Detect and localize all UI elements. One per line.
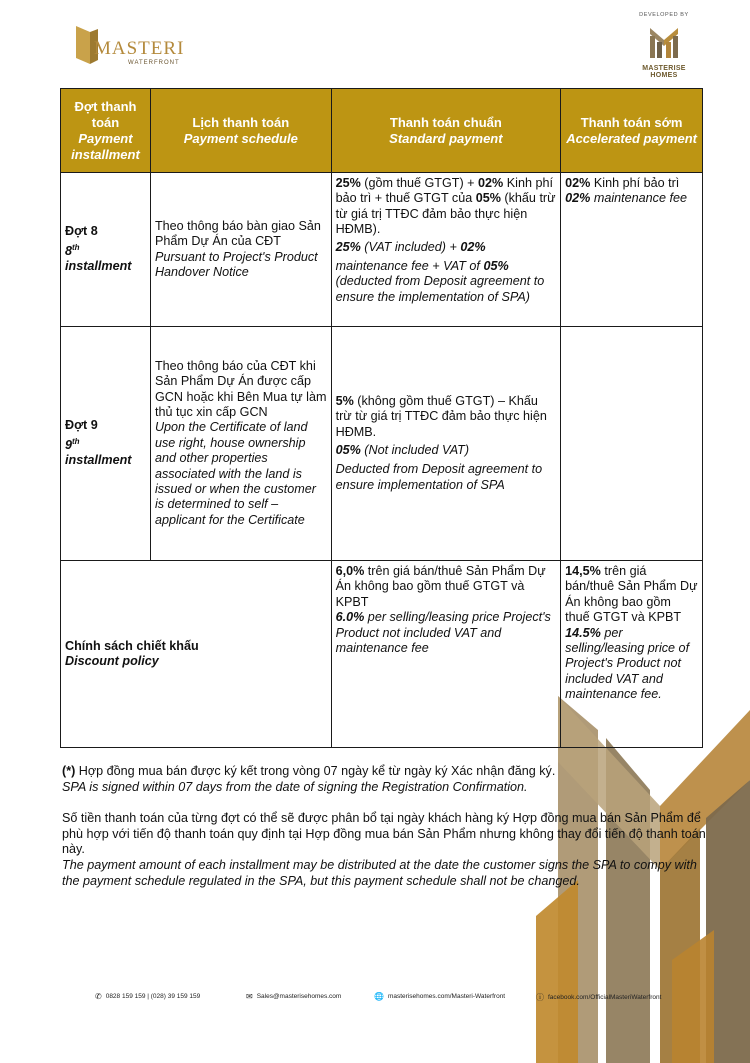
- globe-icon: 🌐: [374, 992, 384, 1001]
- footer-facebook-text[interactable]: facebook.com/OfficialMasteriWaterfront: [548, 994, 662, 1001]
- header-accelerated-en: Accelerated payment: [566, 130, 697, 146]
- installment-9-standard-en-1: 05% (Not included VAT): [335, 443, 470, 457]
- logo-sub: WATERFRONT: [128, 60, 180, 66]
- discount-accelerated: [561, 561, 703, 748]
- header-schedule-vi: Lịch thanh toán: [192, 114, 290, 130]
- installment-9-en: installment: [65, 453, 132, 468]
- installment-8-acc-vi: 02% Kinh phí bảo trì: [565, 176, 680, 190]
- note-1-vi: (*) Hợp đồng mua bán được ký kết trong vòng 07 ngày kể từ ngày ký Xác nhận đăng ký.: [62, 764, 556, 778]
- note-2-en: The payment amount of each installment may be distributed at the date the customer signs the SPA to compy with the payment schedule regulated in the SPA, but this payment schedule shall not be changed.: [62, 857, 697, 888]
- header-schedule-en: Payment schedule: [183, 130, 298, 146]
- installment-8-standard-en-2: maintenance fee + VAT of 05%: [335, 259, 509, 274]
- header-installment-vi: Đợt thanh toán: [74, 98, 137, 130]
- footer-facebook[interactable]: [536, 992, 661, 1003]
- header-standard-vi: Thanh toán chuẩn: [389, 114, 502, 130]
- masterise-logo: [628, 12, 700, 79]
- discount-standard-en: 6.0% per selling/leasing price Project's Product not included VAT and maintenance fee: [335, 610, 551, 656]
- installment-9-accelerated: [561, 327, 703, 561]
- installment-8-standard-en-1: 25% (VAT included) + 02%: [335, 239, 486, 254]
- table-row-discount: [61, 561, 703, 748]
- installment-8-vi: Đợt 8: [65, 224, 98, 239]
- installment-8-schedule-en: Pursuant to Project's Product Handover Notice: [154, 249, 318, 279]
- footer-email-text[interactable]: Sales@masterisehomes.com: [256, 993, 342, 1000]
- notes-section: [62, 764, 707, 889]
- header-installment: [61, 89, 151, 173]
- masterise-brand: MASTERISE HOMES: [642, 65, 686, 79]
- installment-9-sup: th: [72, 436, 80, 446]
- discount-policy-label: [61, 561, 332, 748]
- logo-word: MASTERI: [94, 38, 185, 59]
- discount-label-en: Discount policy: [65, 654, 159, 668]
- discount-accelerated-en: 14.5% per selling/leasing price of Project's Product not included VAT and maintenance fee.: [565, 625, 690, 702]
- installment-9-standard: [331, 327, 561, 561]
- installment-8-label: [61, 173, 151, 327]
- installment-9-vi: Đợt 9: [65, 418, 98, 433]
- header-accelerated-vi: Thanh toán sớm: [580, 114, 683, 130]
- discount-standard: [331, 561, 561, 748]
- installment-8-num: 8: [65, 243, 73, 258]
- discount-label-vi: Chính sách chiết khấu: [65, 638, 199, 653]
- header-installment-en: Payment installment: [71, 130, 140, 162]
- discount-standard-vi: 6,0% trên giá bán/thuê Sản Phẩm Dự Án không bao gồm thuế GTGT và KPBT: [335, 564, 546, 609]
- footer-phone-text: 0828 159 159 | (028) 39 159 159: [105, 993, 201, 1000]
- installment-9-schedule-vi: Theo thông báo của CĐT khi Sản Phẩm Dự Án được cấp GCN hoặc khi Bên Mua tự làm thủ tục xin cấp GCN: [154, 358, 327, 419]
- installment-8-standard: [331, 173, 561, 327]
- discount-accelerated-vi: 14,5% trên giá bán/thuê Sản Phẩm Dự Án không bao gồm thuế GTGT và KPBT: [565, 564, 698, 625]
- installment-9-standard-vi: 5% (không gồm thuế GTGT) – Khấu trừ từ giá trị TTĐC đảm bảo thực hiện HĐMB.: [335, 393, 547, 439]
- masteri-logo: [76, 24, 185, 72]
- footer-website-text[interactable]: masterisehomes.com/Masteri-Waterfront: [387, 993, 506, 1000]
- footer-website[interactable]: [374, 992, 505, 1001]
- footer-email[interactable]: [246, 992, 341, 1001]
- installment-8-schedule: [150, 173, 331, 327]
- installment-8-sup: th: [72, 242, 80, 252]
- installment-9-num: 9: [65, 437, 73, 452]
- payment-schedule-table: [60, 88, 703, 748]
- facebook-icon: ⓘ: [536, 993, 544, 1002]
- developed-by-label: DEVELOPED BY: [639, 12, 689, 18]
- phone-icon: ✆: [95, 992, 102, 1001]
- footer-phone: [95, 992, 200, 1001]
- email-icon: ✉: [246, 992, 253, 1001]
- note-2-vi: Số tiền thanh toán của từng đợt có thể sẽ được phân bổ tại ngày khách hàng ký Hợp đồng mua bán Sản Phẩm để phù hợp với tiến độ thanh toán quy định tại Hợp đồng mua bán Sản Phẩm nhưng không thay đổi tiến độ thanh toán này.: [62, 811, 706, 857]
- installment-8-standard-vi: 25% (gồm thuế GTGT) + 02% Kinh phí bảo trì + thuế GTGT của 05% (khấu trừ từ giá trị TTĐC đảm bảo thực hiện HĐMB).: [335, 176, 556, 237]
- installment-8-standard-en-3: (deducted from Deposit agreement to ensure the implementation of SPA): [335, 274, 545, 304]
- table-header-row: [61, 89, 703, 173]
- installment-9-schedule-en: Upon the Certificate of land use right, house ownership and other properties associated with the land is issued or when the customer is determined to self – applicant for the Certificate: [154, 420, 316, 527]
- installment-8-accelerated: [561, 173, 703, 327]
- masterise-m-icon: [648, 24, 680, 58]
- header-schedule: [150, 89, 331, 173]
- installment-8-schedule-vi: Theo thông báo bàn giao Sản Phẩm Dự Án của CĐT: [154, 218, 321, 249]
- header-standard: [331, 89, 561, 173]
- installment-9-standard-en-2: Deducted from Deposit agreement to ensure implementation of SPA: [335, 462, 543, 492]
- header-accelerated: [561, 89, 703, 173]
- installment-9-label: [61, 327, 151, 561]
- note-1-en: SPA is signed within 07 days from the date of signing the Registration Confirmation.: [62, 779, 528, 794]
- installment-8-en: installment: [65, 259, 132, 274]
- table-row-installment-9: [61, 327, 703, 561]
- installment-8-acc-en: 02% maintenance fee: [565, 191, 687, 206]
- table-row-installment-8: [61, 173, 703, 327]
- installment-9-schedule: [150, 327, 331, 561]
- header-standard-en: Standard payment: [389, 130, 503, 146]
